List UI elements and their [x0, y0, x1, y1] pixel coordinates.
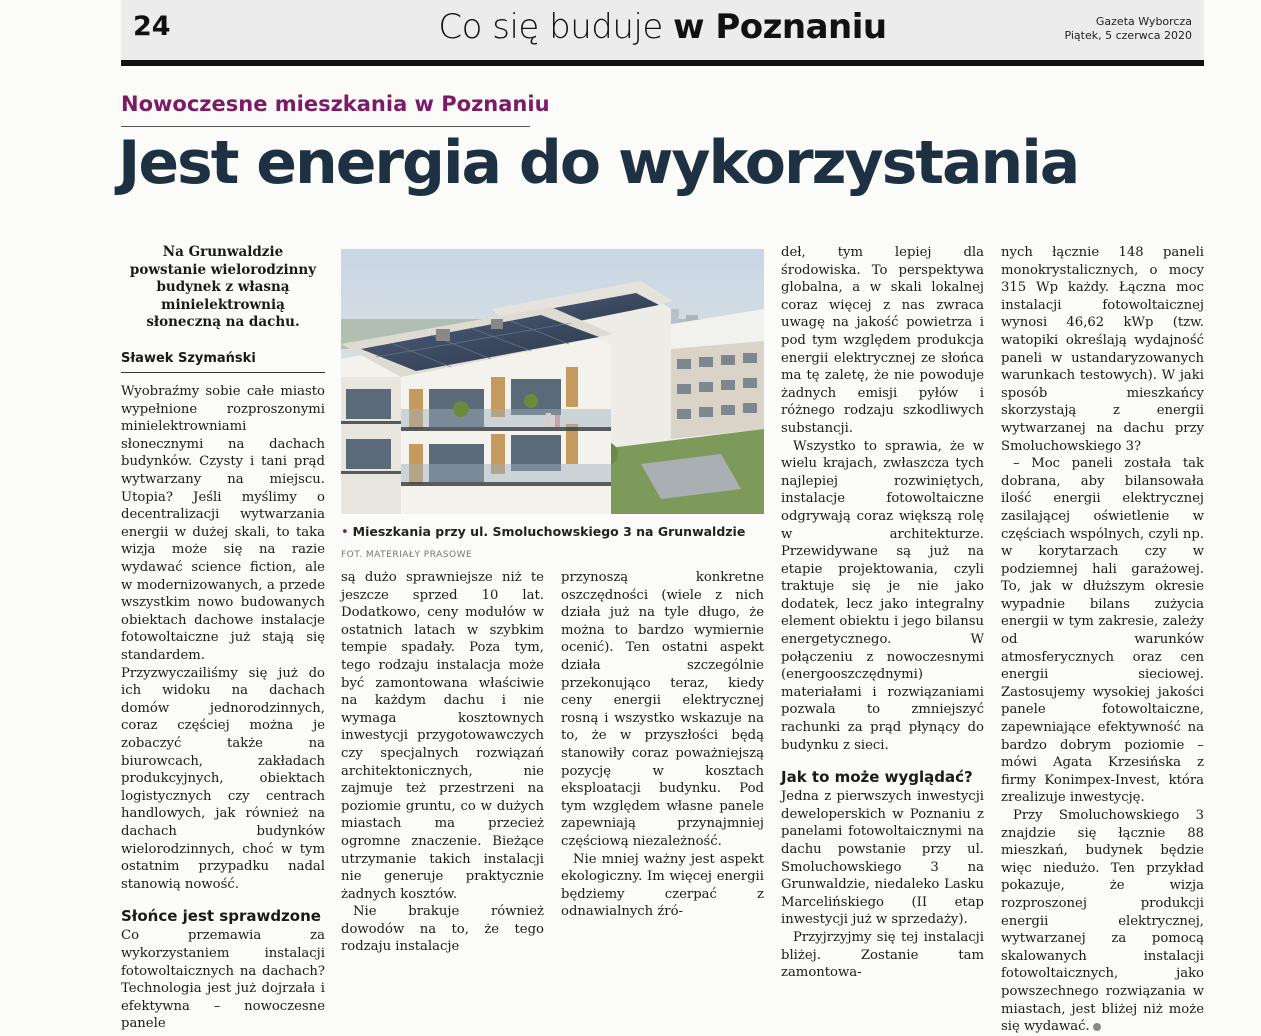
caption-bullet-icon: •	[341, 525, 349, 540]
building-illustration	[341, 249, 764, 514]
issue-date: Piątek, 5 czerwca 2020	[1064, 29, 1192, 42]
column-4	[781, 244, 984, 982]
building-photo	[341, 249, 764, 514]
paragraph: Przyzwyczailiśmy się już do ich widoku na dachach domów jednorodzinnych, coraz częściej można je zobaczyć także na biurowcach, zakładach produkcyjnych, obiektach logistycznych czy centrach handlowych, jak również na dachach budynków wielorodzinnych, choć w tym ostatnim przypadku nadal stanowią nowość.	[121, 665, 325, 892]
caption-text: Mieszkania przy ul. Smoluchowskiego 3 na Grunwaldzie	[352, 524, 746, 539]
paragraph: Wyobraźmy sobie całe miasto wypełnione rozproszonymi minielektrowniami słonecznymi na dachach budynków. Czysty i tani prąd wytwarzany na miejscu. Utopia? Jeśli myślimy o decentralizacji wytwarzania energii w dużej skali, to taka wizja może się na razie wydawać science fiction, ale w modernizowanych, a przede wszystkim nowo budowanych obiektach dachowe instalacje fotowoltaiczne już stają się standardem.	[121, 384, 325, 663]
article-headline: Jest energia do wykorzystania	[118, 128, 1079, 198]
paragraph	[1001, 807, 1204, 1036]
column-2	[341, 569, 544, 956]
page-number: 24	[133, 11, 171, 42]
column-5	[1001, 244, 1204, 1036]
photo-credit: FOT. MATERIAŁY PRASOWE	[341, 550, 473, 560]
publication-name: Gazeta Wyborcza	[1095, 15, 1192, 28]
end-of-article-icon	[1093, 1023, 1101, 1031]
photo-caption	[341, 522, 764, 565]
subheading: Słońce jest sprawdzone	[121, 907, 321, 926]
paragraph: Przyjrzyjmy się tej instalacji bliżej. Zostanie tam zamontowa-	[781, 929, 984, 981]
paragraph: Nie mniej ważny jest aspekt ekologiczny. Im więcej energii będziemy czerpać z odnawialnych źró-	[561, 851, 764, 920]
column-3	[561, 569, 764, 921]
column-1	[121, 244, 325, 1033]
kicker-rule	[121, 126, 530, 127]
paragraph: przynoszą konkretne oszczędności (wiele z nich działa już na tyle długo, że można to bardzo wymiernie ocenić). Ten ostatni aspekt działa szczególnie przekonująco teraz, kiedy ceny energii elektrycznej rosną i wszystko wskazuje na to, że w przyszłości będą stanowiły coraz poważniejszą pozycję w kosztach eksploatacji budynku. Pod tym względem własne panele zapewniają przynajmniej częściową niezależność.	[561, 570, 764, 849]
paragraph: nych łącznie 148 paneli monokrystalicznych, o mocy 315 Wp każdy. Łączna moc instalacji fotowoltaicznej wynosi 46,62 kWp (tzw. watopiki określają wydajność paneli w ustandaryzowanych warunkach testowych). W jaki sposób mieszkańcy skorzystają z energii wytwarzanej na dachu przy Smoluchowskiego 3?	[1001, 245, 1204, 454]
paragraph: Jedna z pierwszych inwestycji deweloperskich w Poznaniu z panelami fotowoltaicznymi na dachu powstanie przy ul. Smoluchowskiego 3 na Grunwaldzie, niedaleko Lasku Marcelińskiego (II etap inwestycji już w sprzedaży).	[781, 789, 984, 928]
subheading: Jak to może wyglądać?	[781, 768, 973, 787]
page-header	[121, 0, 1204, 60]
paragraph: Nie brakuje również dowodów na to, że tego rodzaju instalacje	[341, 904, 544, 955]
paragraph-text: Przy Smoluchowskiego 3 znajdzie się łącznie 88 mieszkań, budynek będzie więc niedużo. Ten przykład pokazuje, że wizja rozproszonej produkcji energii elektrycznej, wytwarzanej za pomocą skalowanych instalacji fotowoltaicznych, jako powszechnego rozwiązania w miastach, jest bliżej niż może się wydawać.	[1001, 808, 1204, 1035]
masthead	[1064, 15, 1192, 43]
header-rule	[121, 60, 1204, 66]
article-kicker: Nowoczesne mieszkania w Poznaniu	[121, 92, 550, 116]
paragraph: są dużo sprawniejsze niż te jeszcze sprzed 10 lat. Dodatkowo, ceny modułów w ostatnich latach w szybkim tempie spadały. Poza tym, tego rodzaju instalacja może być zamontowana właściwie na każdym dachu i nie wymaga kosztownych inwestycji przygotowawczych czy specjalnych rozwiązań architektonicznych, nie zajmuje też przestrzeni na poziomie gruntu, co w dużych miastach ma przecież ogromne znaczenie. Bieżące utrzymanie takich instalacji nie generuje praktycznie żadnych kosztów.	[341, 570, 544, 902]
paragraph: – Moc paneli została tak dobrana, aby bilansowała ilość energii elektrycznej zasilającej oświetlenie w częściach wspólnych, czyli np. w korytarzach czy w podziemnej hali garażowej. To, jak w dłuższym okresie wypadnie bilans zużycia energii w tym zakresie, zależy od warunków atmosferycznych oraz cen energii sieciowej. Zastosujemy wysokiej jakości panele fotowoltaiczne, zapewniające efektywność na bardzo dobrym poziomie – mówi Agata Krzesińska z firmy Konimpex-Invest, która zrealizuje inwestycję.	[1001, 456, 1204, 806]
paragraph: deł, tym lepiej dla środowiska. To perspektywa globalna, a w skali lokalnej coraz więcej z nas zwraca uwagę na jakość powietrza i pod tym względem produkcja energii elektrycznej ze słońca ma tę zaletę, że nie powoduje żadnych emisji pyłów i różnego rodzaju szkodliwych substancji.	[781, 245, 984, 436]
paragraph: Wszystko to sprawia, że w wielu krajach, zwłaszcza tych najlepiej rozwiniętych, instalacje fotowoltaiczne odgrywają coraz większą rolę w architekturze. Przewidywane są już na etapie projektowania, czyli traktuje się je nie jako dodatek, lecz jako integralny element obiektu i jego bilansu energetycznego. W połączeniu z nowoczesnymi (energooszczędnymi) materiałami i rozwiązaniami pozwala to zmniejszyć rachunki za prąd płynący do budynku z sieci.	[781, 438, 984, 753]
section-title-prefix: Co się buduje	[438, 7, 663, 47]
section-title	[121, 7, 1204, 47]
paragraph: Co przemawia za wykorzystaniem instalacji fotowoltaicznych na dachach? Technologia jest już dojrzała i efektywna – nowoczesne panele	[121, 928, 325, 1032]
article-lead: Na Grunwaldzie powstanie wielorodzinny budynek z własną minielektrownią słoneczną na dachu.	[129, 244, 317, 330]
article-author: Sławek Szymański	[121, 350, 325, 374]
section-title-bold: w Poznaniu	[673, 7, 887, 47]
